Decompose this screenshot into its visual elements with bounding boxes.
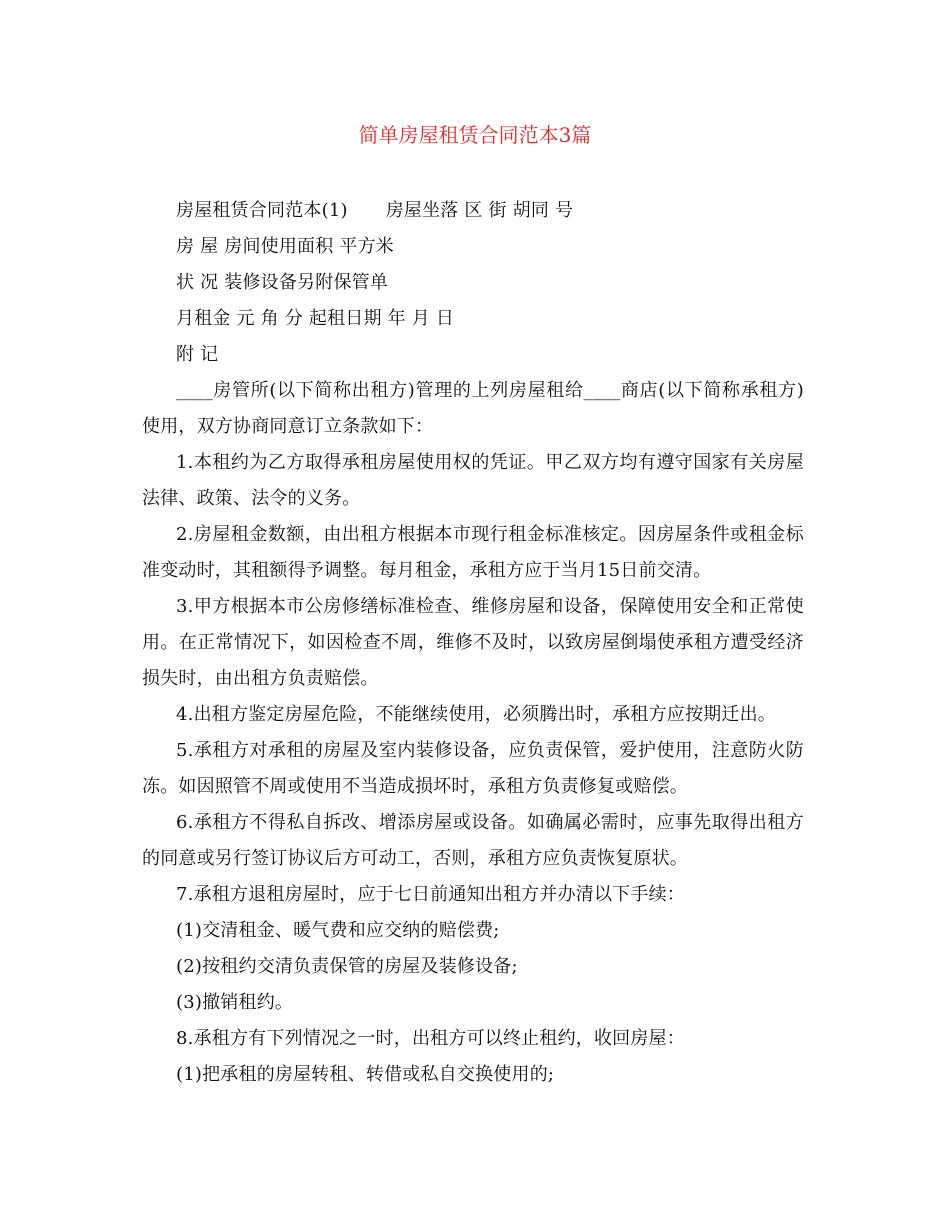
paragraph-clause-7-item-2: (2)按租约交清负责保管的房屋及装修设备;: [176, 956, 518, 977]
document-title: 简单房屋租赁合同范本3篇: [358, 123, 592, 147]
header-line-3: 状 况 装修设备另附保管单: [176, 272, 389, 293]
header-line-2: 房 屋 房间使用面积 平方米: [176, 236, 394, 257]
header-line-1: [142, 193, 804, 229]
document-body: [142, 193, 804, 1093]
paragraph-clause-7: 7.承租方退租房屋时，应于七日前通知出租方并办清以下手续：: [176, 884, 685, 905]
paragraph-clause-8: 8.承租方有下列情况之一时，出租方可以终止租约，收回房屋：: [176, 1028, 685, 1049]
paragraph-clause-1: 1.本租约为乙方取得承租房屋使用权的凭证。甲乙双方均有遵守国家有关房屋法律、政策、法令的义务。: [142, 452, 804, 509]
contract-label: 房屋租赁合同范本(1): [176, 200, 348, 221]
paragraph-clause-4: 4.出租方鉴定房屋危险，不能继续使用，必须腾出时，承租方应按期迁出。: [176, 704, 776, 725]
paragraph-intro: ____房管所(以下简称出租方)管理的上列房屋租给____商店(以下简称承租方)使用，双方协商同意订立条款如下：: [142, 380, 804, 437]
paragraph-clause-3: 3.甲方根据本市公房修缮标准检查、维修房屋和设备，保障使用安全和正常使用。在正常情况下，如因检查不周，维修不及时，以致房屋倒塌使承租方遭受经济损失时，由出租方负责赔偿。: [142, 596, 804, 689]
paragraph-clause-7-item-1: (1)交清租金、暖气费和应交纳的赔偿费;: [176, 920, 500, 941]
paragraph-clause-6: 6.承租方不得私自拆改、增添房屋或设备。如确属必需时，应事先取得出租方的同意或另行签订协议后方可动工，否则，承租方应负责恢复原状。: [142, 812, 804, 869]
paragraph-clause-2: 2.房屋租金数额，由出租方根据本市现行租金标准核定。因房屋条件或租金标准变动时，其租额得予调整。每月租金，承租方应于当月15日前交清。: [142, 524, 804, 581]
paragraph-clause-5: 5.承租方对承租的房屋及室内装修设备，应负责保管，爱护使用，注意防火防冻。如因照管不周或使用不当造成损坏时，承租方负责修复或赔偿。: [142, 740, 804, 797]
header-line-4: 月租金 元 角 分 起租日期 年 月 日: [176, 308, 455, 329]
header-line-5: 附 记: [176, 344, 219, 365]
paragraph-clause-8-item-1: (1)把承租的房屋转租、转借或私自交换使用的;: [176, 1064, 555, 1085]
property-location: 房屋坐落 区 街 胡同 号: [385, 200, 574, 221]
paragraph-clause-7-item-3: (3)撤销租约。: [176, 992, 294, 1013]
